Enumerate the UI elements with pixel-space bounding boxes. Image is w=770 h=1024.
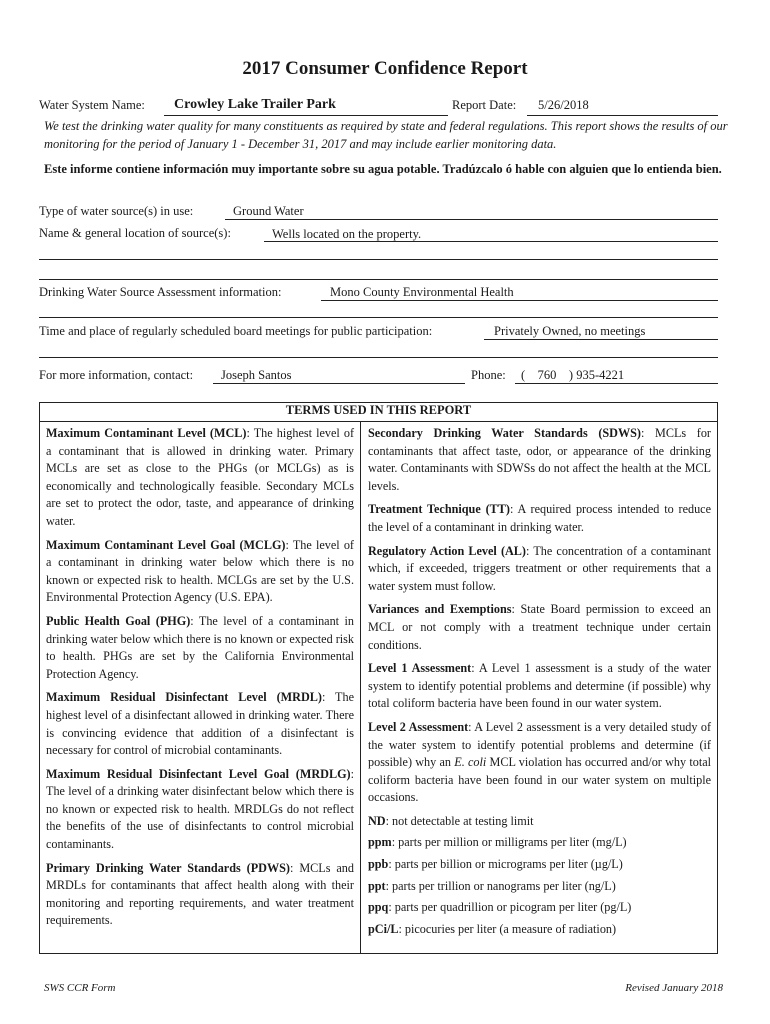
report-date-label: Report Date: <box>452 98 517 112</box>
system-name-label: Water System Name: <box>39 98 145 112</box>
spanish-note: Este informe contiene información muy importante sobre su agua potable. Tradúzcalo ó hable con alguien que lo entienda bien. <box>44 162 722 176</box>
term-ppt: ppt: parts per trillion or nanograms per liter (ng/L) <box>368 878 616 893</box>
term-al: Regulatory Action Level (AL): The concentration of a contaminant which, if exceeded, triggers treatment or other requirements that a water system must follow. <box>368 543 711 593</box>
source-location-value: Wells located on the property. <box>272 227 422 241</box>
term-ppq: ppq: parts per quadrillion or picogram per liter (pg/L) <box>368 900 632 915</box>
term-pdws: Primary Drinking Water Standards (PDWS): MCLs and MRDLs for contaminants that affect health along with their monitoring and reporting requirements, and water treatment requirements. <box>46 860 354 928</box>
term-mcl: Maximum Contaminant Level (MCL): The highest level of a contaminant that is allowed in drinking water. Primary MCLs are set as close to the PHGs (or MCLGs) as is economically and technologically feasible. Secondary MCLs are set to protect the odor, taste, and appearance of drinking water. <box>46 426 354 528</box>
system-name-underline <box>164 115 448 116</box>
phone-value: ( 760 ) 935-4221 <box>521 368 625 382</box>
terms-right-column <box>368 425 711 942</box>
footer-form-name: SWS CCR Form <box>44 982 116 994</box>
report-date-value: 5/26/2018 <box>538 98 589 112</box>
system-name-value: Crowley Lake Trailer Park <box>174 97 336 112</box>
term-variances: Variances and Exemptions: State Board permission to exceed an MCL or not comply with a treatment technique under certain conditions. <box>368 602 711 652</box>
footer-revised: Revised January 2018 <box>625 982 723 994</box>
phone-label: Phone: <box>471 368 506 382</box>
source-location-label: Name & general location of source(s): <box>39 226 231 240</box>
term-phg: Public Health Goal (PHG): The level of a contaminant in drinking water below which there is no known or expected risk to health. PHGs are set by the California Environmental Protection Agency. <box>46 613 354 681</box>
source-location-underline <box>264 241 718 242</box>
contact-underline <box>213 383 465 384</box>
source-type-value: Ground Water <box>233 204 304 218</box>
term-ppm: ppm: parts per million or milligrams per liter (mg/L) <box>368 835 627 850</box>
terms-column-divider <box>360 421 361 953</box>
phone-underline <box>515 383 718 384</box>
meetings-value: Privately Owned, no meetings <box>494 324 646 338</box>
source-type-underline <box>225 219 718 220</box>
meetings-underline <box>484 339 718 340</box>
term-mrdl: Maximum Residual Disinfectant Level (MRDL): The highest level of a disinfectant allowed in drinking water. There is convincing evidence that addition of a disinfectant is necessary for control of microbial contaminants. <box>46 690 354 758</box>
term-nd: ND: not detectable at testing limit <box>368 813 534 828</box>
term-sdws: Secondary Drinking Water Standards (SDWS): MCLs for contaminants that affect taste, odor, or appearance of the drinking water. Contaminants with SDWSs do not affect the health at the MCL levels. <box>368 426 711 493</box>
assessment-underline <box>321 300 718 301</box>
assessment-label: Drinking Water Source Assessment information: <box>39 285 282 299</box>
report-title: 2017 Consumer Confidence Report <box>242 58 528 79</box>
contact-label: For more information, contact: <box>39 368 194 382</box>
meetings-label: Time and place of regularly scheduled board meetings for public participation: <box>39 324 433 338</box>
term-mrdlg: Maximum Residual Disinfectant Level Goal (MRDLG): The level of a drinking water disinfectant below which there is no known or expected risk to health. MRDLGs do not reflect the benefits of the use of disinfectants to control microbial contaminants. <box>46 766 354 852</box>
blank-line-4 <box>39 357 718 358</box>
blank-line-2 <box>39 279 718 280</box>
term-pcil: pCi/L: picocuries per liter (a measure of radiation) <box>368 921 617 936</box>
terms-heading-divider <box>39 421 718 422</box>
source-type-label: Type of water source(s) in use: <box>39 204 194 218</box>
term-ppb: ppb: parts per billion or micrograms per liter (µg/L) <box>368 857 623 872</box>
terms-heading: TERMS USED IN THIS REPORT <box>285 403 472 417</box>
terms-left-column <box>46 425 354 936</box>
monitoring-note: We test the drinking water quality for many constituents as required by state and federal regulations. This report shows the results of our monitoring for the period of January 1 - December 31, 2017 and may include earlier monitoring data. <box>44 119 728 151</box>
blank-line-3 <box>39 317 718 318</box>
blank-line-1 <box>39 259 718 260</box>
term-level2: Level 2 Assessment: A Level 2 assessment is a very detailed study of the water system to identify potential problems and determine (if possible) why an E. coli MCL violation has occurred and/or why total coliform bacteria have been found in our water system on multiple occasions. <box>368 719 712 805</box>
term-tt: Treatment Technique (TT): A required process intended to reduce the level of a contaminant in drinking water. <box>368 502 711 534</box>
report-date-underline <box>527 115 718 116</box>
term-mclg: Maximum Contaminant Level Goal (MCLG): The level of a contaminant in drinking water below which there is no known or expected risk to health. MCLGs are set by the U.S. Environmental Protection Agency (U.S. EPA). <box>46 537 354 605</box>
assessment-value: Mono County Environmental Health <box>330 285 514 299</box>
term-level1: Level 1 Assessment: A Level 1 assessment is a study of the water system to identify potential problems and determine (if possible) why total coliform bacteria have been found in our water system. <box>368 661 711 711</box>
contact-value: Joseph Santos <box>221 368 292 382</box>
